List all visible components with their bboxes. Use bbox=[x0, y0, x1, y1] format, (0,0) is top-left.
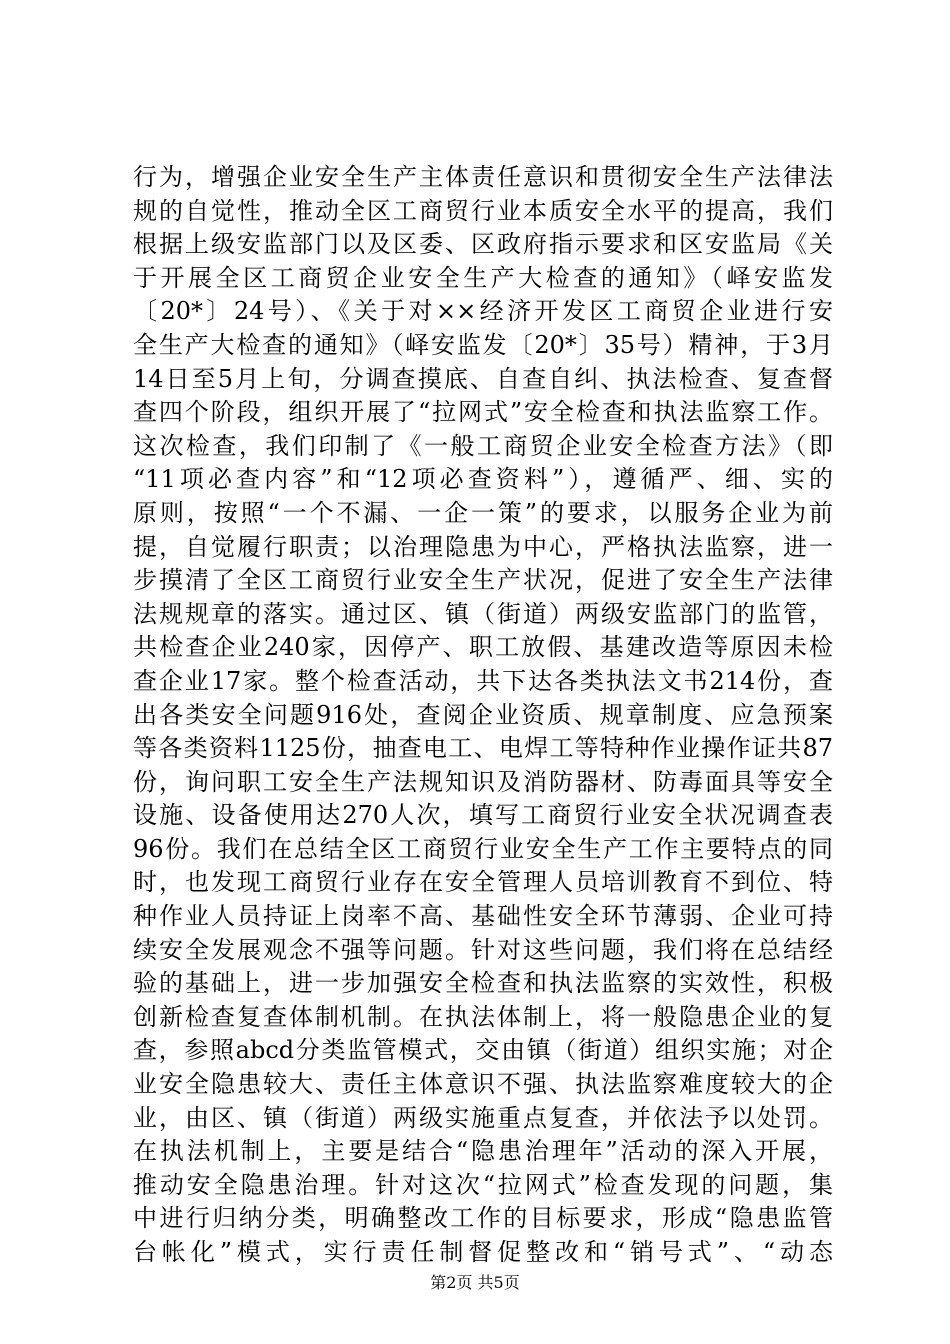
text-line: 中进行归纳分类，明确整改工作的目标要求，形成“隐患监管 bbox=[133, 1204, 833, 1233]
text-line: 设施、设备使用达270人次，填写工商贸行业安全状况调查表 bbox=[133, 801, 833, 830]
text-line: 96份。我们在总结全区工商贸行业安全生产工作主要特点的同 bbox=[133, 834, 833, 863]
text-line: 行为，增强企业安全生产主体责任意识和贯彻安全生产法律法 bbox=[133, 163, 833, 191]
text-line: 出各类安全问题916处，查阅企业资质、规章制度、应急预案 bbox=[133, 700, 833, 729]
text-line: 法规规章的落实。通过区、镇（街道）两级安监部门的监管， bbox=[133, 599, 833, 628]
text-line: 等各类资料1125份，抽查电工、电焊工等特种作业操作证共87 bbox=[133, 734, 833, 763]
text-line: 份，询问职工安全生产法规知识及消防器材、防毒面具等安全 bbox=[133, 767, 833, 796]
text-line: 种作业人员持证上岗率不高、基础性安全环节薄弱、企业可持 bbox=[133, 902, 833, 931]
text-line: 业，由区、镇（街道）两级实施重点复查，并依法予以处罚。 bbox=[133, 1103, 833, 1132]
text-line: 于开展全区工商贸企业安全生产大检查的通知》（峄安监发 bbox=[133, 263, 833, 292]
text-line: 〔20*〕24号）、《关于对××经济开发区工商贸企业进行安 bbox=[133, 297, 833, 326]
text-line: 验的基础上，进一步加强安全检查和执法监察的实效性，积极 bbox=[133, 969, 833, 998]
text-line: 提，自觉履行职责；以治理隐患为中心，严格执法监察，进一 bbox=[133, 532, 833, 561]
text-line: “11项必查内容”和“12项必查资料”），遵循严、细、实的 bbox=[133, 465, 833, 494]
text-line: 业安全隐患较大、责任主体意识不强、执法监察难度较大的企 bbox=[133, 1070, 833, 1099]
text-line: 续安全发展观念不强等问题。针对这些问题，我们将在总结经 bbox=[133, 935, 833, 964]
text-line: 查四个阶段，组织开展了“拉网式”安全检查和执法监察工作。 bbox=[133, 398, 833, 427]
text-line: 全生产大检查的通知》（峄安监发〔20*〕35号）精神，于3月 bbox=[133, 330, 833, 359]
body-paragraph bbox=[133, 161, 833, 1270]
page-footer: 第2页 共5页 bbox=[430, 1273, 520, 1292]
text-line: 查，参照abcd分类监管模式，交由镇（街道）组织实施；对企 bbox=[133, 1036, 833, 1065]
text-line: 查企业17家。整个检查活动，共下达各类执法文书214份，查 bbox=[133, 666, 833, 695]
text-line: 这次检查，我们印制了《一般工商贸企业安全检查方法》（即 bbox=[133, 431, 833, 460]
text-line: 创新检查复查体制机制。在执法体制上，将一般隐患企业的复 bbox=[133, 1002, 833, 1031]
text-line: 原则，按照“一个不漏、一企一策”的要求，以服务企业为前 bbox=[133, 498, 833, 527]
text-line: 时，也发现工商贸行业存在安全管理人员培训教育不到位、特 bbox=[133, 868, 833, 897]
text-line: 台帐化”模式，实行责任制督促整改和“销号式”、“动态 bbox=[133, 1238, 833, 1266]
text-line: 14日至5月上旬，分调查摸底、自查自纠、执法检查、复查督 bbox=[133, 364, 833, 393]
text-line: 推动安全隐患治理。针对这次“拉网式”检查发现的问题，集 bbox=[133, 1170, 833, 1199]
text-line: 共检查企业240家，因停产、职工放假、基建改造等原因未检 bbox=[133, 633, 833, 662]
text-line: 根据上级安监部门以及区委、区政府指示要求和区安监局《关 bbox=[133, 230, 833, 259]
text-line: 在执法机制上，主要是结合“隐患治理年”活动的深入开展， bbox=[133, 1137, 833, 1166]
text-line: 规的自觉性，推动全区工商贸行业本质安全水平的提高，我们 bbox=[133, 196, 833, 225]
text-line: 步摸清了全区工商贸行业安全生产状况，促进了安全生产法律 bbox=[133, 566, 833, 595]
